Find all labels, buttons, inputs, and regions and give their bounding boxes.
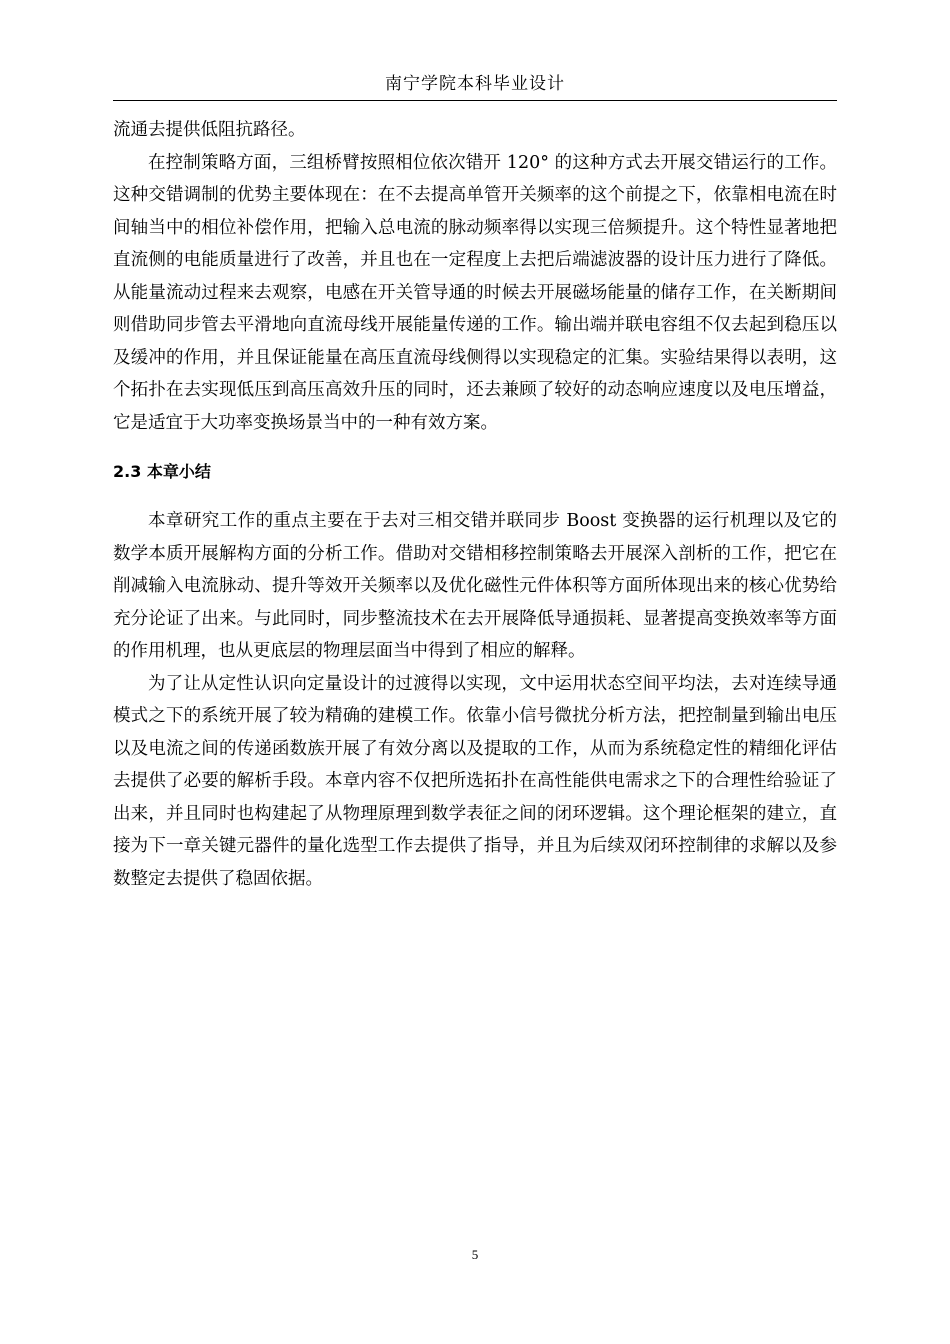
header-divider [113, 100, 837, 101]
page-header: 南宁学院本科毕业设计 [385, 74, 565, 94]
paragraph-summary-2: 为了让从定性认识向定量设计的过渡得以实现，文中运用状态空间平均法，去对连续导通模式之下的系统开展了较为精确的建模工作。依靠小信号微扰分析方法，把控制量到输出电压以及电流之间的传递函数族开展了有效分离以及提取的工作，从而为系统稳定性的精细化评估去提供了必要的解析手段。本章内容不仅把所选拓扑在高性能供电需求之下的合理性给验证了出来，并且同时也构建起了从物理原理到数学表征之间的闭环逻辑。这个理论框架的建立，直接为下一章关键元器件的量化选型工作去提供了指导，并且为后续双闭环控制律的求解以及参数整定去提供了稳固依据。 [113, 673, 837, 889]
paragraph-summary-1: 本章研究工作的重点主要在于去对三相交错并联同步 Boost 变换器的运行机理以及它的数学本质开展解构方面的分析工作。借助对交错相移控制策略去开展深入剖析的工作，把它在削减输入电流脉动、提升等效开关频率以及优化磁性元件体积等方面所体现出来的核心优势给充分论证了出来。与此同时，同步整流技术在去开展降低导通损耗、显著提高变换效率等方面的作用机理，也从更底层的物理层面当中得到了相应的解释。 [113, 511, 837, 661]
page-number: 5 [471, 1247, 479, 1262]
paragraph-continuation: 流通去提供低阻抗路径。 [113, 120, 306, 140]
paragraph-control-strategy: 在控制策略方面，三组桥臂按照相位依次错开 120° 的这种方式去开展交错运行的工作。这种交错调制的优势主要体现在：在不去提高单管开关频率的这个前提之下，依靠相电流在时间轴当中的相位补偿作用，把输入总电流的脉动频率得以实现三倍频提升。这个特性显著地把直流侧的电能质量进行了改善，并且也在一定程度上去把后端滤波器的设计压力进行了降低。从能量流动过程来去观察，电感在开关管导通的时候去开展磁场能量的储存工作，在关断期间则借助同步管去平滑地向直流母线开展能量传递的工作。输出端并联电容组不仅去起到稳压以及缓冲的作用，并且保证能量在高压直流母线侧得以实现稳定的汇集。实验结果得以表明，这个拓扑在去实现低压到高压高效升压的同时，还去兼顾了较好的动态响应速度以及电压增益，它是适宜于大功率变换场景当中的一种有效方案。 [113, 152, 837, 433]
document-body [113, 114, 837, 895]
section-heading: 2.3 本章小结 [113, 462, 211, 481]
